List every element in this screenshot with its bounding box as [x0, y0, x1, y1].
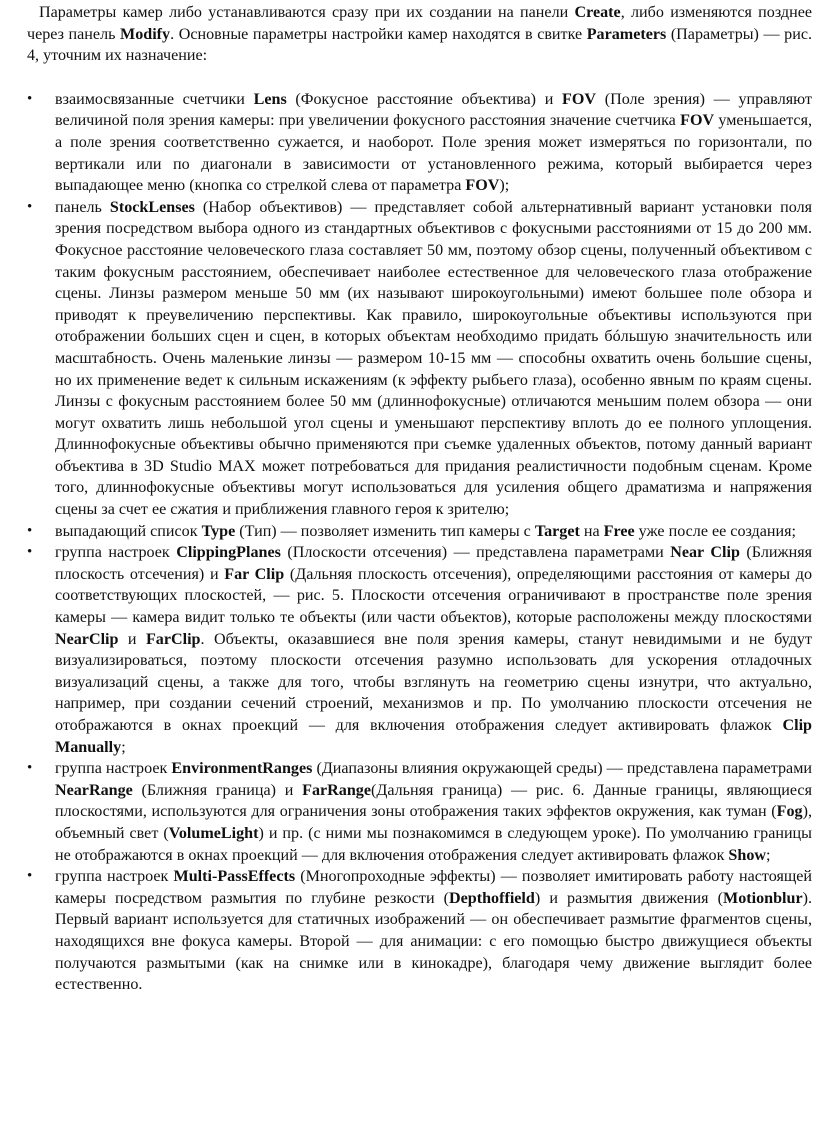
bold-term: Near Clip: [670, 544, 740, 562]
bold-term: Show: [728, 846, 766, 864]
list-item-stock-lenses: [27, 197, 812, 521]
bold-term: StockLenses: [109, 198, 195, 216]
bold-term: FarRange: [302, 781, 371, 799]
text-run: ;: [766, 846, 771, 864]
text-run: . Основные параметры настройки камер находятся в свитке: [170, 25, 587, 43]
text-run: . Объекты, оказавшиеся вне поля зрения камеры, станут невидимыми и не будут визуализироваться, поэтому плоскости отсечения разумно использовать для ускорения отладочных визуализаций сцены, а также для того, чтобы взглянуть на геометрию сцены изнутри, что актуально, например, при создании сечений строений, механизмов и пр. По умолчанию плоскости отсечения не отображаются в окнах проекций — для включения отображения следует активировать флажок: [55, 630, 812, 734]
text-run: (Дальняя плоскость отсечения), определяющими расстояния от камеры до соответствующих плоскостей, — рис. 5. Плоскости отсечения ограничивают в пространстве поле зрения камеры — камера видит только те объекты (или части объектов), которые расположены между плоскостями: [55, 565, 812, 627]
bold-term: EnvironmentRanges: [171, 760, 313, 778]
list-item-lens-fov: [27, 89, 812, 197]
text-run: , либо изменяются позднее через панель: [27, 4, 812, 43]
text-run: на: [579, 522, 604, 540]
list-item-multipass-effects: [27, 866, 812, 996]
text-run: Параметры камер либо устанавливаются сразу при их создании на панели: [39, 4, 575, 21]
bold-term: ClippingPlanes: [176, 544, 281, 562]
text-run: (Поле зрения) — управляют величиной поля зрения камеры: при увеличении фокусного расстояния значение счетчика: [55, 90, 812, 130]
text-run: уменьшается, а поле зрения соответственно сужается, и наоборот. Поле зрения может измеряться по горизонтали, по вертикали или по диагонали в зависимости от установленного режима, который выбирается через выпадающее меню (кнопка со стрелкой слева от параметра: [55, 112, 812, 195]
bold-term: Depthoffield: [449, 889, 535, 907]
text-run: (Тип) — позволяет изменить тип камеры с: [235, 522, 535, 540]
text-run: панель: [55, 198, 110, 216]
text-run: (Фокусное расстояние объектива) и: [286, 90, 563, 108]
bold-term: NearRange: [55, 781, 133, 799]
bold-term: Far Clip: [224, 565, 285, 583]
intro-paragraph: [27, 2, 812, 67]
bold-term: Parameters: [586, 25, 667, 43]
text-run: ) и размытия движения (: [534, 889, 724, 907]
bold-term: FOV: [465, 177, 500, 195]
text-run: (Ближняя граница) и: [132, 781, 303, 799]
bold-term: FOV: [562, 90, 596, 108]
text-run: ) и пр. (с ними мы познакомимся в следующем уроке). По умолчанию границы не отображаются в окнах проекций — для включения отображения следует активировать флажок: [55, 824, 812, 864]
text-run: (Многопроходные эффекты) — позволяет имитировать работу настоящей камеры посредством размытия по глубине резкости (: [55, 868, 813, 907]
parameters-list: [27, 89, 812, 996]
bold-term: Fog: [776, 803, 803, 821]
text-run: (Диапазоны влияния окружающей среды) — представлена параметрами: [312, 760, 812, 778]
bold-term: VolumeLight: [168, 824, 259, 842]
text-run: и: [118, 630, 146, 648]
text-run: (Ближняя плоскость отсечения) и: [55, 544, 812, 583]
bold-term: Clip Manually: [55, 717, 812, 756]
text-run: ), объемный свет (: [55, 803, 812, 842]
text-run: группа настроек: [55, 868, 174, 886]
bold-term: NearClip: [55, 630, 119, 648]
bold-term: Free: [603, 522, 635, 540]
bold-term: FOV: [680, 112, 715, 130]
text-run: (Параметры) — рис. 4, уточним их назначение:: [27, 25, 812, 65]
bold-term: Multi-PassEffects: [173, 868, 296, 886]
text-run: группа настроек: [55, 760, 172, 778]
text-run: выпадающий список: [55, 522, 202, 540]
bold-term: Create: [574, 4, 621, 21]
bold-term: Type: [201, 522, 236, 540]
text-run: ). Первый вариант используется для статичных изображений — он обеспечивает размытие фрагментов сцены, находящихся вне фокуса камеры. Второй — для анимации: с его помощью быстро движущиеся объекты получаются размытыми (как на снимке или в кинокадре), благодаря чему движение выглядит более естественно.: [55, 889, 813, 994]
text-run: группа настроек: [55, 544, 177, 562]
bold-term: Modify: [120, 25, 171, 43]
list-item-environment-ranges: [27, 758, 812, 866]
text-run: взаимосвязанные счетчики: [55, 90, 254, 108]
list-item-clipping-planes: [27, 542, 812, 758]
bold-term: Motionblur: [723, 889, 803, 907]
text-run: уже после ее создания;: [634, 522, 796, 540]
list-item-type: [27, 521, 812, 543]
text-run: (Набор объективов) — представляет собой альтернативный вариант установки поля зрения посредством выбора одного из стандартных объективов с фокусными расстояниями от 15 до 200 мм. Фокусное расстояние человеческого глаза составляет 50 мм, поэтому обзор сцены, полученный объективом с таким фокусным расстоянием, обеспечивает наиболее естественное для человеческого глаза отображение сцены. Линзы размером меньше 50 мм (их называют широкоугольными) имеют большее поле обзора и приводят к преувеличению перспективы. Как правило, широкоугольные объективы используются при отображении больших сцен и сцен, в которых объектам необходимо придать бóльшую значительность или масштабность. Очень маленькие линзы — размером 10-15 мм — способны охватить очень большие сцены, но их применение ведет к сильным искажениям (к эффекту рыбьего глаза), особенно явным по краям сцены. Линзы с фокусным расстоянием более 50 мм (длиннофокусные) отличаются меньшим полем обзора — они могут охватить лишь небольшой угол сцены и уменьшают перспективу вплоть до ее полного уплощения. Длиннофокусные объективы обычно применяются при съемке удаленных объектов, потому данный вариант объектива в 3D Studio MAX может потребоваться для придания реалистичности подобным сценам. Кроме того, длиннофокусные объективы могут использоваться для усиления общего драматизма и напряжения сцены за счет ее сжатия и приближения главного героя к зрителю;: [55, 198, 813, 519]
bold-term: Target: [534, 522, 580, 540]
text-run: (Плоскости отсечения) — представлена параметрами: [280, 544, 671, 562]
bold-term: Lens: [253, 90, 287, 108]
text-run: ;: [121, 738, 126, 756]
bold-term: FarClip: [145, 630, 201, 648]
text-run: );: [499, 177, 510, 195]
text-run: (Дальняя граница) — рис. 6. Данные границы, являющиеся плоскостями, используются для ограничения зоны отображения таких эффектов окружения, как туман (: [55, 781, 812, 821]
